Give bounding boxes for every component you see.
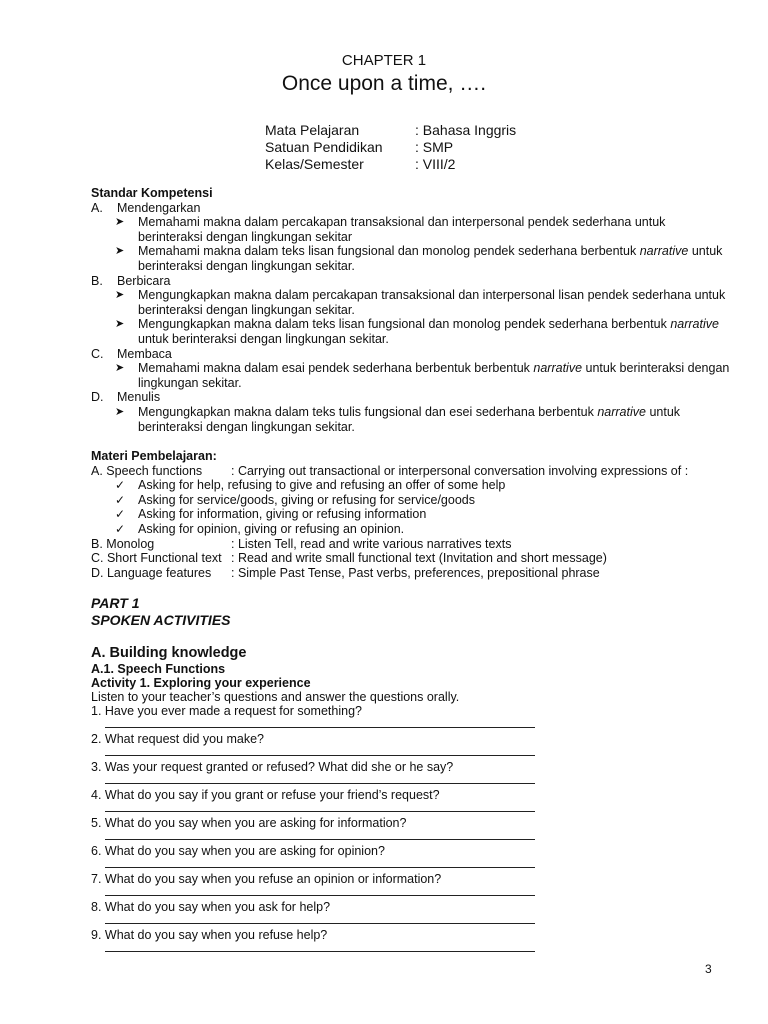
competency-item: ➤ Memahami makna dalam percakapan transaksional dan interpersonal pendek sederhana untuk berinteraksi dengan lingkungan sekitar: [115, 215, 666, 244]
arrow-bullet-icon: ➤: [115, 405, 125, 418]
arrow-bullet-icon: ➤: [115, 318, 125, 331]
question: 6. What do you say when you are asking for opinion?: [91, 844, 385, 858]
meta-row: Satuan Pendidikan : SMP: [265, 139, 454, 155]
competency-item: ➤ Memahami makna dalam esai pendek sederhana berbentuk berbentuk narrative untuk berinteraksi dengan lingkungan sekitar.: [115, 361, 730, 390]
materi-check-item: ✓ Asking for help, refusing to give and refusing an offer of some help: [115, 478, 506, 493]
activity-heading: Activity 1. Exploring your experience: [91, 676, 311, 690]
competency-item: ➤ Mengungkapkan makna dalam percakapan transaksional dan interpersonal lisan pendek sederhana untuk berinteraksi dengan lingkungan sekitar.: [115, 288, 726, 317]
competency-item: ➤ Memahami makna dalam teks lisan fungsional dan monolog pendek sederhana berbentuk narrative untuk berinteraksi dengan lingkungan sekitar.: [115, 244, 723, 273]
materi-row: C. Short Functional text : Read and write small functional text (Invitation and short message): [91, 551, 607, 566]
materi-row: B. Monolog : Listen Tell, read and write various narratives texts: [91, 536, 512, 551]
arrow-bullet-icon: ➤: [115, 362, 125, 375]
question: 4. What do you say if you grant or refuse your friend’s request?: [91, 788, 440, 802]
check-bullet-icon: ✓: [115, 521, 126, 536]
question: 5. What do you say when you are asking for information?: [91, 816, 407, 830]
question: 2. What request did you make?: [91, 732, 265, 746]
competency-section: B. Berbicara: [91, 273, 171, 288]
materi-check-item: ✓ Asking for service/goods, giving or refusing for service/goods: [115, 492, 475, 507]
arrow-bullet-icon: ➤: [115, 245, 125, 258]
meta-row: Mata Pelajaran : Bahasa Inggris: [265, 122, 517, 138]
subsection-heading: A.1. Speech Functions: [91, 662, 226, 676]
competency-item: ➤ Mengungkapkan makna dalam teks lisan fungsional dan monolog pendek sederhana berbentuk narrative untuk berinteraksi dengan lingkungan sekitar.: [115, 317, 719, 346]
arrow-bullet-icon: ➤: [115, 216, 125, 229]
section-heading: Materi Pembelajaran:: [91, 449, 217, 463]
answer-line[interactable]: [91, 914, 651, 928]
question: 1. Have you ever made a request for something?: [91, 704, 362, 718]
building-knowledge-heading: A. Building knowledge: [91, 645, 247, 661]
check-bullet-icon: ✓: [115, 492, 126, 507]
competency-section: A. Mendengarkan: [91, 200, 201, 215]
competency-section: D. Menulis: [91, 390, 161, 405]
activity-block: [91, 662, 651, 956]
section-heading: Standar Kompetensi: [91, 186, 213, 200]
materi-check-item: ✓ Asking for opinion, giving or refusing an opinion.: [115, 521, 405, 536]
question: 3. Was your request granted or refused? What did she or he say?: [91, 760, 454, 774]
materi-row: A. Speech functions : Carrying out transactional or interpersonal conversation involving expressions of :: [91, 463, 689, 478]
answer-line[interactable]: [91, 802, 651, 816]
meta-row: Kelas/Semester : VIII/2: [265, 156, 456, 172]
arrow-bullet-icon: ➤: [115, 289, 125, 302]
page-number: 3: [705, 962, 712, 976]
answer-line[interactable]: [91, 886, 651, 900]
answer-line[interactable]: [91, 746, 651, 760]
chapter-label: CHAPTER 1: [341, 52, 427, 69]
check-bullet-icon: ✓: [115, 478, 126, 493]
answer-line[interactable]: [91, 858, 651, 872]
materi-pembelajaran: [91, 449, 741, 580]
part-heading: PART 1 SPOKEN ACTIVITIES: [91, 595, 231, 628]
standar-kompetensi: [91, 186, 731, 434]
question: 8. What do you say when you ask for help?: [91, 900, 331, 914]
meta-block: [265, 122, 516, 173]
materi-row: D. Language features : Simple Past Tense, Past verbs, preferences, prepositional phrase: [91, 565, 600, 580]
check-bullet-icon: ✓: [115, 507, 126, 522]
answer-line[interactable]: [91, 942, 651, 956]
answer-line[interactable]: [91, 830, 651, 844]
question: 9. What do you say when you refuse help?: [91, 928, 328, 942]
answer-line[interactable]: [91, 718, 651, 732]
materi-check-item: ✓ Asking for information, giving or refusing information: [115, 507, 427, 522]
question: 7. What do you say when you refuse an opinion or information?: [91, 872, 442, 886]
competency-section: C. Membaca: [91, 346, 172, 361]
answer-line[interactable]: [91, 774, 651, 788]
instruction-text: Listen to your teacher’s questions and answer the questions orally.: [91, 690, 460, 704]
chapter-title: Once upon a time, ….: [281, 72, 487, 95]
competency-item: ➤ Mengungkapkan makna dalam teks tulis fungsional dan esei sederhana berbentuk narrative untuk berinteraksi dengan lingkungan sekitar.: [115, 404, 681, 434]
